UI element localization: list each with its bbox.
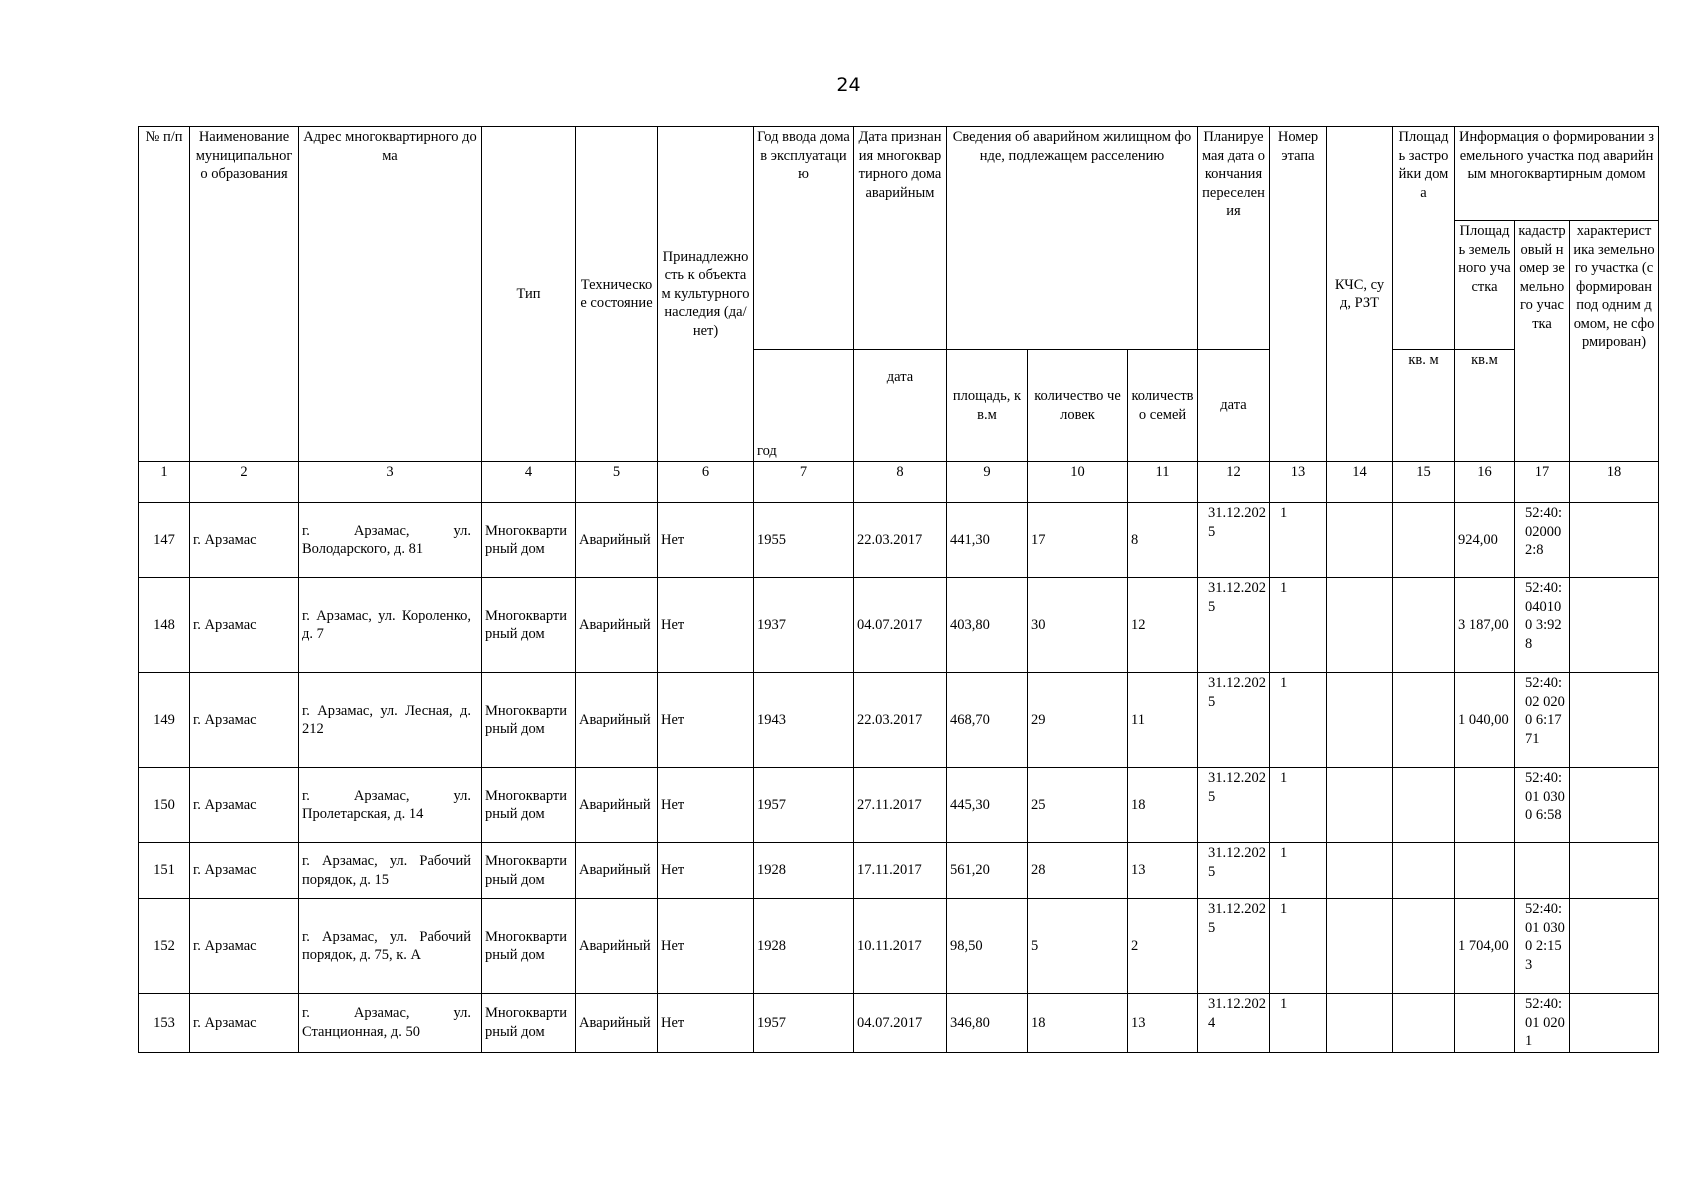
- kchs-cell: [1327, 503, 1393, 578]
- land-characteristic-cell: [1570, 578, 1659, 673]
- row-number: 153: [139, 994, 190, 1053]
- header-year-sub: год: [754, 350, 854, 462]
- heritage-cell: Нет: [658, 578, 754, 673]
- column-number: 4: [482, 462, 576, 503]
- state-cell: Аварийный: [576, 994, 658, 1053]
- header-people: количество человек: [1028, 350, 1128, 462]
- row-number: 152: [139, 899, 190, 994]
- building-area-cell: [1393, 899, 1455, 994]
- municipality-cell: г. Арзамас: [190, 768, 299, 843]
- state-cell: Аварийный: [576, 673, 658, 768]
- header-end-date-sub: дата: [1198, 350, 1270, 462]
- stage-cell: 1: [1270, 503, 1327, 578]
- stage-cell: 1: [1270, 994, 1327, 1053]
- state-cell: Аварийный: [576, 503, 658, 578]
- end-date-cell: 31.12.2025: [1198, 768, 1270, 843]
- row-number: 150: [139, 768, 190, 843]
- building-area-cell: [1393, 673, 1455, 768]
- end-date-cell: 31.12.2025: [1198, 899, 1270, 994]
- cadastral-cell: 52:40:040100 3:928: [1515, 578, 1570, 673]
- land-characteristic-cell: [1570, 673, 1659, 768]
- area-cell: 346,80: [947, 994, 1028, 1053]
- header-heritage: Принадлежность к объектам культурного наследия (да/нет): [658, 127, 754, 462]
- end-date-cell: 31.12.2025: [1198, 673, 1270, 768]
- kchs-cell: [1327, 768, 1393, 843]
- header-year: Год ввода дома в эксплуатацию: [754, 127, 854, 350]
- municipality-cell: г. Арзамас: [190, 503, 299, 578]
- heritage-cell: Нет: [658, 673, 754, 768]
- land-area-cell: 924,00: [1455, 503, 1515, 578]
- date-recognized-cell: 22.03.2017: [854, 673, 947, 768]
- date-recognized-cell: 10.11.2017: [854, 899, 947, 994]
- date-recognized-cell: 04.07.2017: [854, 994, 947, 1053]
- cadastral-cell: 52:40:01 0201: [1515, 994, 1570, 1053]
- column-number: 15: [1393, 462, 1455, 503]
- header-land-area: Площадь земельного участка: [1455, 221, 1515, 350]
- address-cell: г. Арзамас, ул. Володарского, д. 81: [299, 503, 482, 578]
- families-cell: 13: [1128, 994, 1198, 1053]
- heritage-cell: Нет: [658, 899, 754, 994]
- address-cell: г. Арзамас, ул. Короленко, д. 7: [299, 578, 482, 673]
- column-number: 2: [190, 462, 299, 503]
- municipality-cell: г. Арзамас: [190, 673, 299, 768]
- date-recognized-cell: 04.07.2017: [854, 578, 947, 673]
- stage-cell: 1: [1270, 768, 1327, 843]
- state-cell: Аварийный: [576, 899, 658, 994]
- column-number: 11: [1128, 462, 1198, 503]
- header-area: площадь, кв.м: [947, 350, 1028, 462]
- column-number: 10: [1028, 462, 1128, 503]
- column-number: 17: [1515, 462, 1570, 503]
- type-cell: Многоквартирный дом: [482, 768, 576, 843]
- municipality-cell: г. Арзамас: [190, 994, 299, 1053]
- column-number: 8: [854, 462, 947, 503]
- year-cell: 1957: [754, 768, 854, 843]
- column-number: 16: [1455, 462, 1515, 503]
- people-cell: 30: [1028, 578, 1128, 673]
- land-characteristic-cell: [1570, 768, 1659, 843]
- land-area-cell: [1455, 843, 1515, 899]
- state-cell: Аварийный: [576, 768, 658, 843]
- building-area-cell: [1393, 843, 1455, 899]
- column-number: 7: [754, 462, 854, 503]
- municipality-cell: г. Арзамас: [190, 843, 299, 899]
- end-date-cell: 31.12.2024: [1198, 994, 1270, 1053]
- cadastral-cell: 52:40:02 0200 6:1771: [1515, 673, 1570, 768]
- families-cell: 12: [1128, 578, 1198, 673]
- header-municipality: Наименование муниципального образования: [190, 127, 299, 462]
- building-area-cell: [1393, 503, 1455, 578]
- column-number: 9: [947, 462, 1028, 503]
- building-area-cell: [1393, 578, 1455, 673]
- header-date-recognized: Дата признания многоквартирного дома аварийным: [854, 127, 947, 350]
- kchs-cell: [1327, 673, 1393, 768]
- stage-cell: 1: [1270, 673, 1327, 768]
- land-characteristic-cell: [1570, 899, 1659, 994]
- people-cell: 25: [1028, 768, 1128, 843]
- column-numbers-row: [139, 462, 1659, 503]
- header-type: Тип: [482, 127, 576, 462]
- year-cell: 1937: [754, 578, 854, 673]
- municipality-cell: г. Арзамас: [190, 578, 299, 673]
- header-building-area-unit: кв. м: [1393, 350, 1455, 462]
- column-number: 3: [299, 462, 482, 503]
- date-recognized-cell: 17.11.2017: [854, 843, 947, 899]
- table-header: [139, 127, 1659, 503]
- column-number: 6: [658, 462, 754, 503]
- type-cell: Многоквартирный дом: [482, 578, 576, 673]
- year-cell: 1928: [754, 843, 854, 899]
- table-row: [139, 673, 1659, 768]
- header-kchs: КЧС, суд, РЗТ: [1327, 127, 1393, 462]
- row-number: 151: [139, 843, 190, 899]
- header-date-sub: дата: [854, 350, 947, 462]
- table-row: [139, 768, 1659, 843]
- header-cadastral-number: кадастровый номер земельного участка: [1515, 221, 1570, 462]
- land-area-cell: [1455, 994, 1515, 1053]
- header-planned-end-date: Планируемая дата окончания переселения: [1198, 127, 1270, 350]
- header-families: количество семей: [1128, 350, 1198, 462]
- area-cell: 561,20: [947, 843, 1028, 899]
- header-building-area: Площадь застройки дома: [1393, 127, 1455, 350]
- address-cell: г. Арзамас, ул. Рабочий порядок, д. 15: [299, 843, 482, 899]
- kchs-cell: [1327, 578, 1393, 673]
- cadastral-cell: 52:40:020002:8: [1515, 503, 1570, 578]
- heritage-cell: Нет: [658, 994, 754, 1053]
- building-area-cell: [1393, 768, 1455, 843]
- type-cell: Многоквартирный дом: [482, 843, 576, 899]
- type-cell: Многоквартирный дом: [482, 503, 576, 578]
- cadastral-cell: 52:40:01 0300 6:58: [1515, 768, 1570, 843]
- land-characteristic-cell: [1570, 843, 1659, 899]
- families-cell: 8: [1128, 503, 1198, 578]
- kchs-cell: [1327, 899, 1393, 994]
- address-cell: г. Арзамас, ул. Станционная, д. 50: [299, 994, 482, 1053]
- area-cell: 441,30: [947, 503, 1028, 578]
- row-number: 148: [139, 578, 190, 673]
- state-cell: Аварийный: [576, 578, 658, 673]
- cadastral-cell: 52:40:01 0300 2:153: [1515, 899, 1570, 994]
- people-cell: 28: [1028, 843, 1128, 899]
- column-number: 1: [139, 462, 190, 503]
- row-number: 149: [139, 673, 190, 768]
- table-row: [139, 578, 1659, 673]
- heritage-cell: Нет: [658, 768, 754, 843]
- row-number: 147: [139, 503, 190, 578]
- column-number: 14: [1327, 462, 1393, 503]
- land-characteristic-cell: [1570, 994, 1659, 1053]
- header-emergency-fund-group: Сведения об аварийном жилищном фонде, подлежащем расселению: [947, 127, 1198, 350]
- municipality-cell: г. Арзамас: [190, 899, 299, 994]
- header-land-plot-group: Информация о формировании земельного участка под аварийным многоквартирным домом: [1455, 127, 1659, 221]
- column-number: 13: [1270, 462, 1327, 503]
- people-cell: 18: [1028, 994, 1128, 1053]
- stage-cell: 1: [1270, 843, 1327, 899]
- type-cell: Многоквартирный дом: [482, 899, 576, 994]
- land-area-cell: 1 040,00: [1455, 673, 1515, 768]
- families-cell: 11: [1128, 673, 1198, 768]
- building-area-cell: [1393, 994, 1455, 1053]
- land-characteristic-cell: [1570, 503, 1659, 578]
- address-cell: г. Арзамас, ул. Рабочий порядок, д. 75, к. А: [299, 899, 482, 994]
- year-cell: 1943: [754, 673, 854, 768]
- land-area-cell: 3 187,00: [1455, 578, 1515, 673]
- column-number: 12: [1198, 462, 1270, 503]
- people-cell: 29: [1028, 673, 1128, 768]
- table-body: [139, 503, 1659, 1053]
- area-cell: 403,80: [947, 578, 1028, 673]
- state-cell: Аварийный: [576, 843, 658, 899]
- land-area-cell: [1455, 768, 1515, 843]
- table-row: [139, 843, 1659, 899]
- end-date-cell: 31.12.2025: [1198, 843, 1270, 899]
- date-recognized-cell: 22.03.2017: [854, 503, 947, 578]
- header-stage-number: Номер этапа: [1270, 127, 1327, 462]
- table-row: [139, 994, 1659, 1053]
- heritage-cell: Нет: [658, 843, 754, 899]
- heritage-cell: Нет: [658, 503, 754, 578]
- stage-cell: 1: [1270, 578, 1327, 673]
- page-number: 24: [836, 74, 861, 96]
- table-row: [139, 503, 1659, 578]
- date-recognized-cell: 27.11.2017: [854, 768, 947, 843]
- header-address: Адрес многоквартирного дома: [299, 127, 482, 462]
- kchs-cell: [1327, 843, 1393, 899]
- year-cell: 1955: [754, 503, 854, 578]
- column-number: 18: [1570, 462, 1659, 503]
- end-date-cell: 31.12.2025: [1198, 578, 1270, 673]
- table-row: [139, 899, 1659, 994]
- kchs-cell: [1327, 994, 1393, 1053]
- land-area-cell: 1 704,00: [1455, 899, 1515, 994]
- cadastral-cell: [1515, 843, 1570, 899]
- address-cell: г. Арзамас, ул. Пролетарская, д. 14: [299, 768, 482, 843]
- type-cell: Многоквартирный дом: [482, 994, 576, 1053]
- year-cell: 1928: [754, 899, 854, 994]
- people-cell: 5: [1028, 899, 1128, 994]
- area-cell: 445,30: [947, 768, 1028, 843]
- type-cell: Многоквартирный дом: [482, 673, 576, 768]
- families-cell: 13: [1128, 843, 1198, 899]
- year-cell: 1957: [754, 994, 854, 1053]
- column-number: 5: [576, 462, 658, 503]
- header-technical-state: Техническое состояние: [576, 127, 658, 462]
- end-date-cell: 31.12.2025: [1198, 503, 1270, 578]
- families-cell: 18: [1128, 768, 1198, 843]
- area-cell: 98,50: [947, 899, 1028, 994]
- people-cell: 17: [1028, 503, 1128, 578]
- stage-cell: 1: [1270, 899, 1327, 994]
- header-land-area-unit: кв.м: [1455, 350, 1515, 462]
- families-cell: 2: [1128, 899, 1198, 994]
- emergency-housing-table: [138, 126, 1659, 1053]
- address-cell: г. Арзамас, ул. Лесная, д. 212: [299, 673, 482, 768]
- header-number: № п/п: [139, 127, 190, 462]
- area-cell: 468,70: [947, 673, 1028, 768]
- header-land-characteristic: характеристика земельного участка (сформирован под одним домом, не сформирован): [1570, 221, 1659, 462]
